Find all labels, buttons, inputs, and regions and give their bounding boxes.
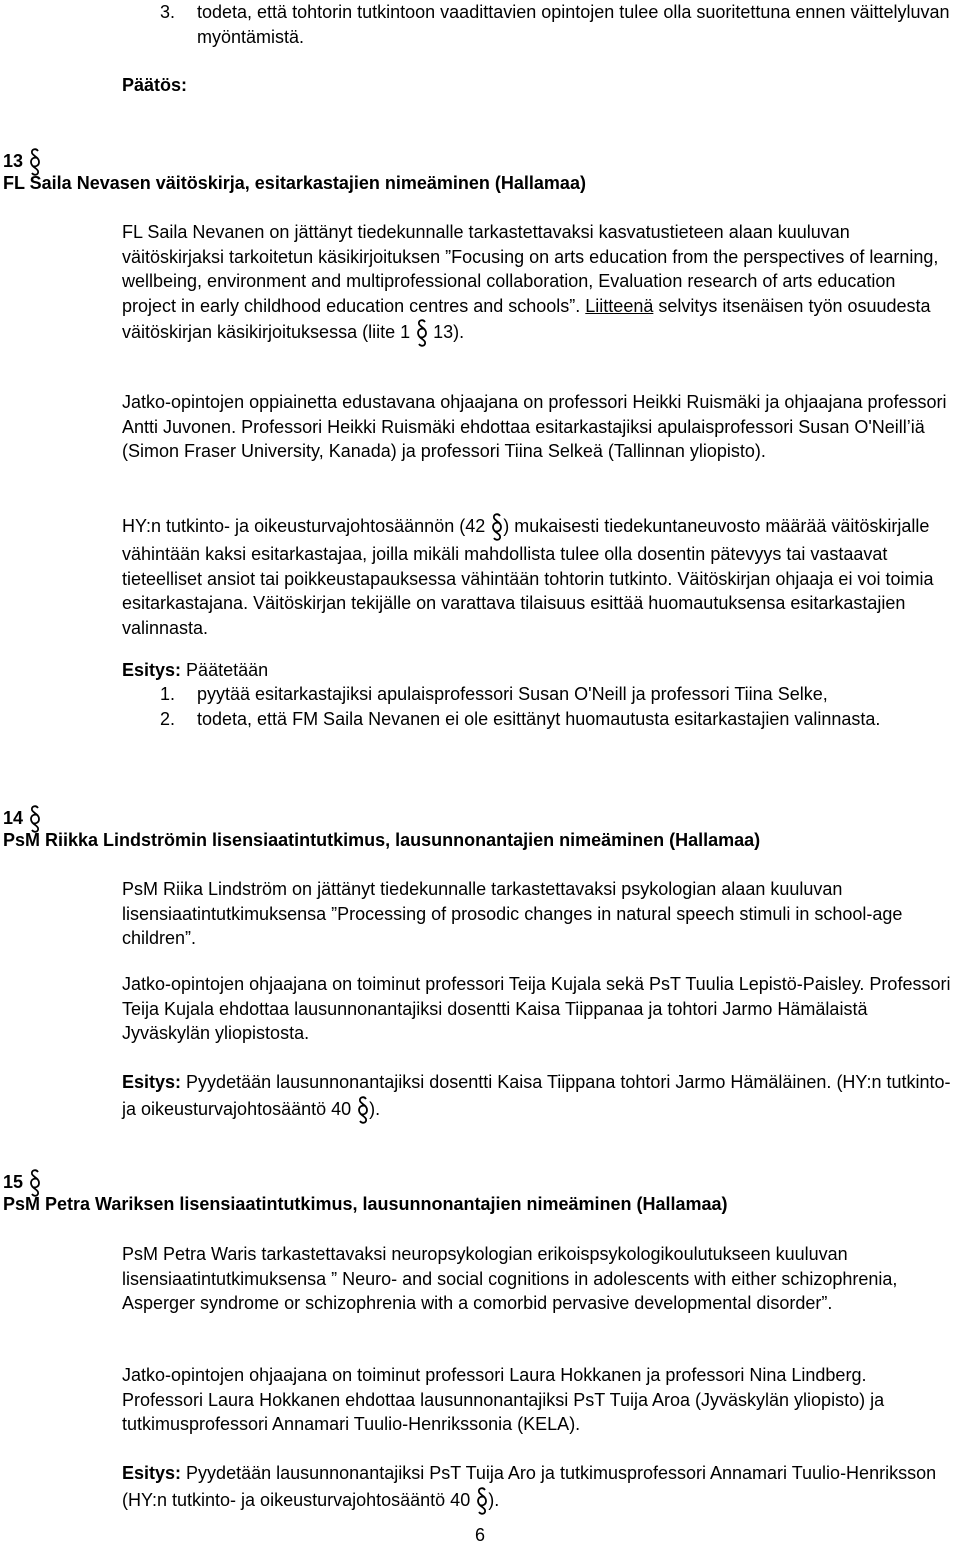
- list-number: 1.: [160, 684, 176, 704]
- esitys-text-end: ).: [369, 1098, 381, 1119]
- s13-p3-text-b: ) mukaisesti tiedekuntaneuvosto määrää väitöskirjalle vähintään kaksi esitarkastajaa, joilla mikäli mahdollista tulee olla dosentin pätevyys tai vastaavat tieteelliset ansiot tai poikkeustapauksessa vähintään tohtorin tutkinto. Väitöskirjan ohjaaja ei voi toimia esitarkastajana. Väitöskirjan tekijälle on varattava tilaisuus esittää huomautuksensa esitarkastajien valinnasta.: [122, 516, 934, 638]
- section-13-heading: FL Saila Nevasen väitöskirja, esitarkastajien nimeäminen (Hallamaa): [3, 173, 586, 193]
- top-item-3: [160, 0, 950, 49]
- s13-p1-text-c: 13).: [433, 322, 465, 342]
- attachment-link[interactable]: Liitteenä: [585, 295, 654, 316]
- section-sign-icon: [416, 318, 428, 348]
- list-text: todeta, että FM Saila Nevanen ei ole esittänyt huomautusta esitarkastajien valinnasta.: [197, 708, 881, 729]
- list-text: pyytää esitarkastajiksi apulaisprofessori Susan O'Neill ja professori Tiina Selke,: [197, 684, 828, 704]
- s13-p3-text-a: HY:n tutkinto- ja oikeusturvajohtosäännön (42: [122, 516, 486, 536]
- s14-paragraph-1: [122, 877, 952, 951]
- s15-p2-text: Jatko-opintojen ohjaajana on toiminut professori Laura Hokkanen ja professori Nina Lindberg. Professori Laura Hokkanen ehdottaa lausunnonantajiksi PsT Tuija Aroa (Jyväskylän yliopisto) ja tutkimusprofessori Annamari Tuulio-Henrikssonia (KELA).: [122, 1365, 885, 1434]
- esitys-text: Pyydetään lausunnonantajiksi dosentti Kaisa Tiippana tohtori Jarmo Hämäläinen. (HY:n tutkinto- ja oikeusturvajohtosääntö 40: [122, 1072, 951, 1119]
- section-sign-icon: [476, 1486, 488, 1516]
- list-item: [160, 682, 950, 707]
- esitys-label: Esitys:: [122, 660, 182, 680]
- s14-esitys: [122, 1070, 960, 1125]
- s13-paragraph-2: [122, 390, 952, 464]
- s15-paragraph-2: [122, 1363, 952, 1437]
- s13-p1-text: FL Saila Nevanen on jättänyt tiedekunnalle tarkastettavaksi kasvatustieteen alaan kuuluvan väitöskirjaksi tarkoitetun käsikirjoituksen ”Focusing on arts education from the perspectives of learning, wellbeing, environment and multiprofessional collaboration, Evaluation research of arts education project in early childhood education centres and schools”.: [122, 222, 939, 316]
- section-sign-icon: [491, 512, 503, 542]
- esitys-text: Päätetään: [186, 660, 269, 680]
- list-number: 3.: [160, 2, 176, 22]
- s15-paragraph-1: [122, 1242, 952, 1316]
- list-text: todeta, että tohtorin tutkintoon vaadittavien opintojen tulee olla suoritettuna ennen väittelyluvan myöntämistä.: [197, 2, 950, 47]
- section-13-number: 13: [3, 147, 41, 177]
- s13-esitys: [122, 658, 952, 683]
- section-14-heading: PsM Riikka Lindströmin lisensiaatintutkimus, lausunnonantajien nimeäminen (Hallamaa): [3, 830, 761, 850]
- page-number: 6: [475, 1525, 486, 1545]
- paatos-label: Päätös:: [122, 75, 188, 95]
- esitys-label: Esitys:: [122, 1463, 182, 1483]
- s13-p1-text-b: selvitys itsenäisen työn osuudesta väitöskirjan käsikirjoituksessa (liite 1: [122, 295, 931, 342]
- s14-p2-text: Jatko-opintojen ohjaajana on toiminut professori Teija Kujala sekä PsT Tuulia Lepistö-Paisley. Professori Teija Kujala ehdottaa lausunnonantajiksi dosentti Kaisa Tiippanaa ja tohtori Jarmo Hämälaistä Jyväskylän yliopistosta.: [122, 974, 951, 1043]
- section-14-number: 14: [3, 804, 41, 834]
- list-item: [160, 707, 950, 732]
- esitys-text: Pyydetään lausunnonantajiksi PsT Tuija Aro ja tutkimusprofessori Annamari Tuulio-Henriksson (HY:n tutkinto- ja oikeusturvajohtosääntö 40: [122, 1463, 937, 1510]
- s13-decision-list: [160, 682, 950, 731]
- s13-paragraph-1: [122, 220, 952, 348]
- s14-p1-text: PsM Riika Lindström on jättänyt tiedekunnalle tarkastettavaksi psykologian alaan kuuluvan lisensiaatintutkimuksensa ”Processing of prosodic changes in natural speech stimuli in school-age children”.: [122, 879, 903, 948]
- esitys-text-end: ).: [488, 1489, 500, 1510]
- section-15-heading: PsM Petra Wariksen lisensiaatintutkimus, lausunnonantajien nimeäminen (Hallamaa): [3, 1194, 728, 1214]
- s14-paragraph-2: [122, 972, 952, 1046]
- s13-paragraph-3: [122, 512, 952, 640]
- s15-p1-text: PsM Petra Waris tarkastettavaksi neuropsykologian erikoispsykologikoulutukseen kuuluvan lisensiaatintutkimuksensa ” Neuro- and social cognitions in adolescents with either schizophrenia, Asperger syndrome or schizophrenia with a comorbid pervasive developmental disorder”.: [122, 1244, 898, 1313]
- section-15-number: 15: [3, 1168, 41, 1198]
- s15-esitys: [122, 1461, 952, 1516]
- list-number: 2.: [160, 708, 176, 729]
- section-sign-icon: [357, 1095, 369, 1125]
- s13-p2-text: Jatko-opintojen oppiainetta edustavana ohjaajana on professori Heikki Ruismäki ja ohjaajana professori Antti Juvonen. Professori Heikki Ruismäki ehdottaa esitarkastajiksi apulaisprofessori Susan O'Neill’iä (Simon Fraser University, Kanada) ja professori Tiina Selkeä (Tallinnan yliopisto).: [122, 392, 947, 461]
- esitys-label: Esitys:: [122, 1072, 182, 1092]
